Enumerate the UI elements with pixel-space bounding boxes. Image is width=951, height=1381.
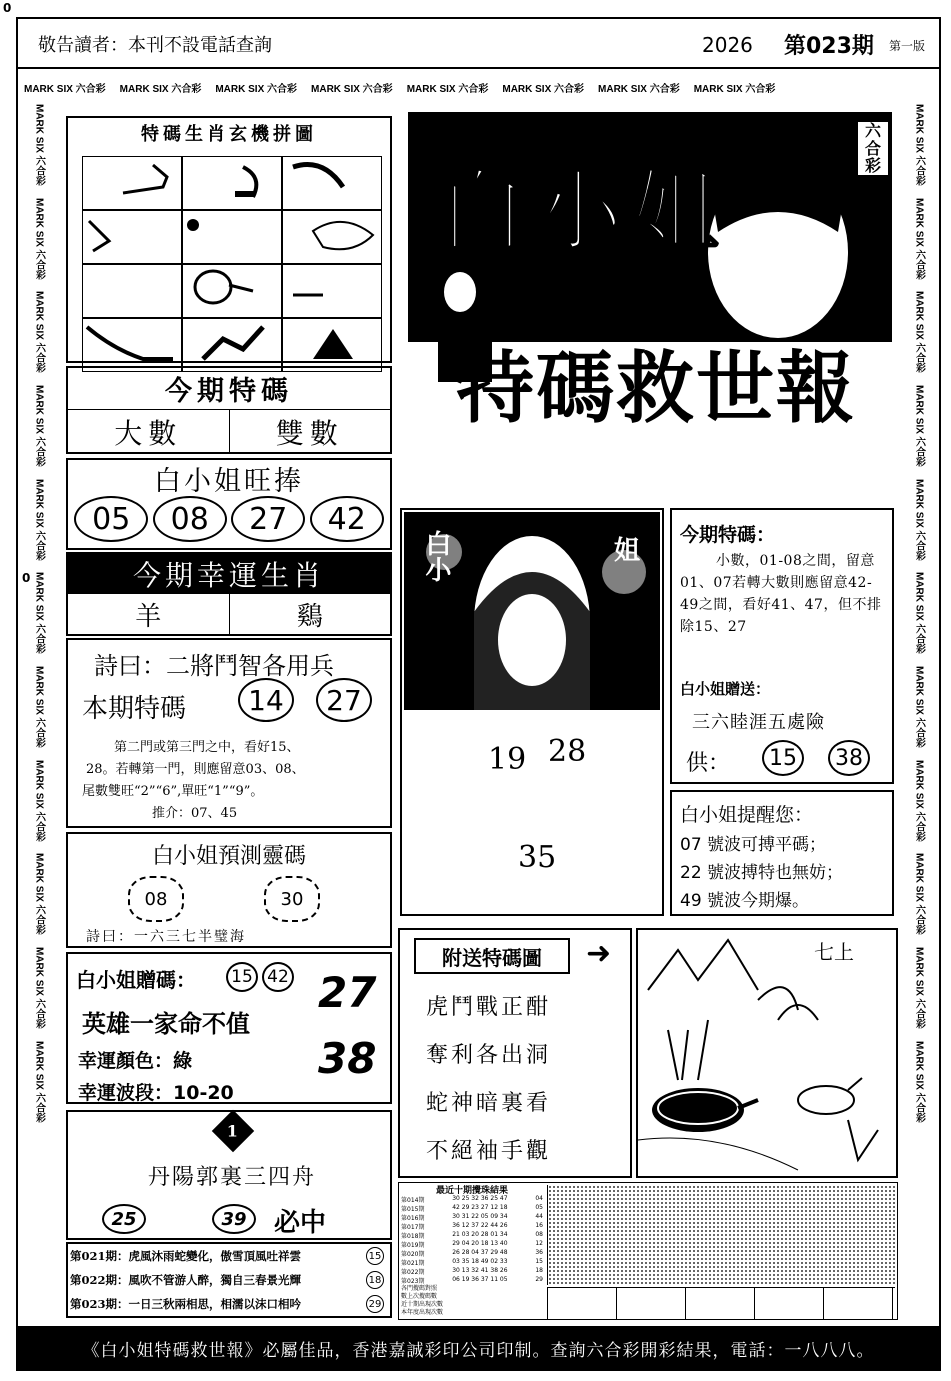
gift-number-ball: 15 (226, 962, 258, 992)
border-text: MARK SIX 六合彩 (33, 478, 45, 561)
results-row: 第021期 03 35 18 49 02 33 15 (401, 1258, 543, 1267)
reminder-line: 22 號波搏特也無妨； (680, 863, 844, 883)
history-box (66, 1242, 392, 1318)
border-text: MARK SIX 六合彩 (33, 1040, 45, 1123)
lucky-zodiac-box (66, 552, 392, 636)
border-text: MARK SIX 六合彩 (33, 666, 45, 748)
results-row: 第015期 42 29 23 27 12 18 05 (401, 1204, 543, 1213)
photo-number: 28 (548, 734, 587, 769)
analysis-number-ball: 38 (828, 740, 870, 776)
gift-phrase: 英雄一家命不值 (82, 1009, 250, 1038)
arrow-right-icon: ➜ (586, 936, 612, 971)
border-text: MARK SIX 六合彩 (913, 1040, 925, 1123)
puzzle-piece (282, 264, 382, 318)
attached-line: 奪利各出洞 (426, 1043, 552, 1068)
results-footer-line: 各門攪碼對照 (401, 1285, 438, 1292)
poem-text-3: 尾數雙旺“2”“6”,單旺“1”“9”。 (82, 784, 264, 799)
puzzle-piece (82, 318, 182, 372)
results-footer (401, 1285, 543, 1317)
top-border-strip (24, 74, 904, 100)
reminder-title: 白小姐提醒您： (680, 804, 814, 826)
results-row: 第017期 36 12 37 22 44 26 16 (401, 1222, 543, 1231)
reminder-line: 07 號波可搏平碼； (680, 835, 827, 855)
today-special-box (66, 366, 392, 454)
hot-numbers-title: 白小姐旺捧 (154, 465, 304, 497)
sure-label: 必中 (274, 1208, 327, 1238)
border-text: MARK SIX 六合彩 (33, 197, 45, 280)
puzzle-piece (182, 264, 282, 318)
border-text: MARK SIX 六合彩 (913, 853, 925, 936)
attached-line: 不絕袖手觀 (426, 1139, 552, 1164)
photo-side-right: 姐 (614, 536, 641, 566)
footer-bar (16, 1326, 941, 1371)
border-text: MARK SIX 六合彩 (406, 83, 489, 95)
analysis-title: 今期特碼： (680, 524, 776, 546)
issue-year: 2026 (702, 33, 753, 57)
poem-number-ball: 14 (238, 678, 294, 722)
analysis-number-ball: 15 (762, 740, 804, 776)
right-border-strip (906, 104, 932, 1320)
border-text: MARK SIX 六合彩 (33, 385, 45, 467)
corner-mark-top: 0 (3, 1, 12, 15)
predict-poem: 詩曰：一六三七半璧海 (86, 929, 246, 945)
lucky-zodiac-title: 今期幸運生肖 (68, 554, 390, 594)
results-footer-line: 數上次攪碼數 (401, 1293, 438, 1300)
lucky-band: 幸運波段：10-20 (78, 1082, 234, 1104)
border-text: MARK SIX 六合彩 (119, 83, 202, 95)
puzzle-piece (82, 264, 182, 318)
results-row: 第019期 29 04 20 18 13 40 12 (401, 1240, 543, 1249)
sure-phrase: 丹陽郭裏三四舟 (148, 1165, 317, 1190)
poem-recommend: 推介：07、45 (152, 806, 238, 821)
lucky-zodiac-1: 羊 (68, 594, 230, 634)
sure-number-ball: 25 (102, 1204, 146, 1234)
predict-title: 白小姐預測靈碼 (151, 843, 306, 869)
puzzle-grid (82, 156, 378, 352)
landscape-illustration (638, 930, 896, 1176)
results-footer-line: 本年度出現次數 (401, 1309, 444, 1316)
sure-number-ball: 39 (212, 1204, 256, 1234)
zodiac-puzzle-box (66, 116, 392, 363)
attached-title: 附送特碼圖 (414, 938, 570, 974)
border-text: MARK SIX 六合彩 (913, 666, 925, 748)
photo-side-left: 白小 (421, 530, 451, 582)
masthead-badge: 六合彩 (858, 122, 888, 175)
hot-number-ball: 08 (153, 496, 227, 542)
lucky-color: 幸運顏色：綠 (78, 1050, 193, 1072)
puzzle-piece (182, 156, 282, 210)
results-rows (401, 1195, 543, 1285)
results-dot-grid (547, 1185, 895, 1285)
history-text: 第022期：風吹不管游人醉，獨自三春景光輝 (70, 1273, 302, 1287)
header-bar (16, 17, 941, 69)
history-row (68, 1244, 390, 1268)
corner-mark-mid: 0 (22, 571, 31, 585)
hot-number-ball: 27 (231, 496, 305, 542)
predict-box (66, 832, 392, 948)
border-text: MARK SIX 六合彩 (913, 385, 925, 467)
results-row: 第023期 06 19 36 37 11 05 29 (401, 1276, 543, 1285)
border-text: MARK SIX 六合彩 (913, 104, 925, 186)
puzzle-piece (282, 318, 382, 372)
reader-notice: 敬告讀者：本刊不設電話查詢 (38, 35, 272, 56)
border-text: MARK SIX 六合彩 (913, 478, 925, 561)
border-text: MARK SIX 六合彩 (311, 83, 393, 95)
results-row: 第020期 26 28 04 37 29 48 36 (401, 1249, 543, 1258)
reminder-box (670, 790, 894, 916)
puzzle-piece (282, 210, 382, 264)
photo-box (400, 508, 664, 916)
issue-number: 第023期 (784, 34, 874, 59)
border-text: MARK SIX 六合彩 (33, 759, 45, 842)
border-text: MARK SIX 六合彩 (33, 291, 45, 374)
footer-text: 《白小姐特碼救世報》必屬佳品，香港嘉誠彩印公司印制。查詢六合彩開彩結果，電話：一八八八。 (82, 1341, 875, 1361)
illustration-box (636, 928, 898, 1178)
today-special-title: 今期特碼 (68, 368, 390, 410)
history-text: 第021期：虎風沐雨蛇變化，傲雪頂風吐祥雲 (70, 1249, 302, 1263)
sure-badge: 1 (227, 1121, 239, 1141)
attached-line: 蛇神暗裏看 (426, 1091, 552, 1116)
results-bottom-grid (547, 1287, 895, 1319)
hot-number-ball: 42 (310, 496, 384, 542)
results-row: 第014期 30 25 32 36 25 47 04 (401, 1195, 543, 1204)
analysis-gift-label: 白小姐贈送： (680, 680, 771, 698)
border-text: MARK SIX 六合彩 (913, 759, 925, 842)
attached-box (398, 928, 632, 1178)
puzzle-piece (82, 156, 182, 210)
results-row: 第022期 30 13 32 41 38 26 18 (401, 1267, 543, 1276)
star-icon (212, 1110, 254, 1152)
analysis-box (670, 508, 894, 784)
history-row (68, 1268, 390, 1292)
puzzle-piece (82, 210, 182, 264)
results-table (398, 1182, 898, 1320)
results-footer-line: 近十期出現次數 (401, 1301, 444, 1308)
poem-box (66, 638, 392, 828)
results-row: 第018期 21 03 20 28 01 34 08 (401, 1231, 543, 1240)
attached-line: 虎鬥戰正酣 (426, 995, 552, 1020)
illustration-caption: 七上 (814, 940, 854, 964)
analysis-phrase: 三六睦涯五處險 (692, 712, 825, 733)
history-number: 15 (366, 1247, 384, 1265)
poem-number-ball: 27 (316, 678, 372, 722)
poem-line: 詩曰：二將鬥智各用兵 (94, 652, 334, 680)
history-number: 29 (366, 1295, 384, 1313)
today-special-parity: 雙數 (275, 417, 344, 450)
edition-label: 第一版 (889, 39, 926, 53)
masthead (408, 112, 892, 494)
gift-big-number: 27 (318, 968, 377, 1017)
photo-number: 19 (488, 742, 527, 777)
poem-text-2: 28。若轉第一門，則應留意03、08、 (86, 762, 305, 777)
gift-box (66, 952, 392, 1104)
photo-number: 35 (518, 840, 557, 875)
border-text: MARK SIX 六合彩 (33, 853, 45, 936)
lucky-zodiac-2: 鷄 (296, 601, 323, 632)
border-text: MARK SIX 六合彩 (598, 83, 680, 95)
border-text: MARK SIX 六合彩 (215, 83, 298, 95)
sure-box (66, 1110, 392, 1240)
history-row (68, 1292, 390, 1316)
reminder-line: 49 號波今期爆。 (680, 891, 810, 911)
history-number: 18 (366, 1271, 384, 1289)
gift-label: 白小姐贈碼： (76, 968, 196, 992)
predict-number-flower: 08 (128, 876, 184, 922)
puzzle-piece (182, 210, 282, 264)
results-title: 最近十期攪珠結果 (435, 1185, 508, 1196)
puzzle-piece (182, 318, 282, 372)
left-border-strip (26, 104, 52, 1320)
gift-number-ball: 42 (262, 962, 294, 992)
border-text: MARK SIX 六合彩 (913, 947, 925, 1029)
today-special-size: 大數 (68, 410, 230, 454)
gift-big-number: 38 (318, 1034, 377, 1083)
results-row: 第016期 30 31 22 05 09 34 44 (401, 1213, 543, 1222)
masthead-title-top: 白小姐 (438, 159, 727, 263)
border-text: MARK SIX 六合彩 (913, 291, 925, 374)
puzzle-piece (282, 156, 382, 210)
history-text: 第023期：一日三秋兩相思，相濡以沫口相吟 (70, 1297, 302, 1311)
hot-number-ball: 05 (74, 496, 148, 542)
border-text: MARK SIX 六合彩 (24, 83, 106, 95)
border-text: MARK SIX 六合彩 (33, 572, 45, 655)
poem-text-1: 第二門或第三門之中，看好15、 (114, 740, 300, 755)
border-text: MARK SIX 六合彩 (693, 83, 776, 95)
border-text: MARK SIX 六合彩 (33, 947, 45, 1029)
photo-side-right-2: 期 (612, 599, 636, 628)
border-text: MARK SIX 六合彩 (913, 197, 925, 280)
poem-special-label: 本期特碼 (82, 694, 187, 724)
border-text: MARK SIX 六合彩 (502, 83, 585, 95)
border-text: MARK SIX 六合彩 (913, 572, 925, 655)
analysis-body: 小數，01-08之間，留意01、07若轉大數則應留意42-49之間，看好41、47，但不排除15、27 (680, 553, 882, 635)
masthead-title-bottom: 特碼救世報 (456, 343, 857, 434)
predict-number-flower: 30 (264, 876, 320, 922)
border-text: MARK SIX 六合彩 (33, 104, 45, 186)
hot-numbers-box (66, 458, 392, 550)
puzzle-title: 特碼生肖玄機拼圖 (141, 124, 317, 145)
analysis-supply-label: 供： (686, 751, 731, 776)
